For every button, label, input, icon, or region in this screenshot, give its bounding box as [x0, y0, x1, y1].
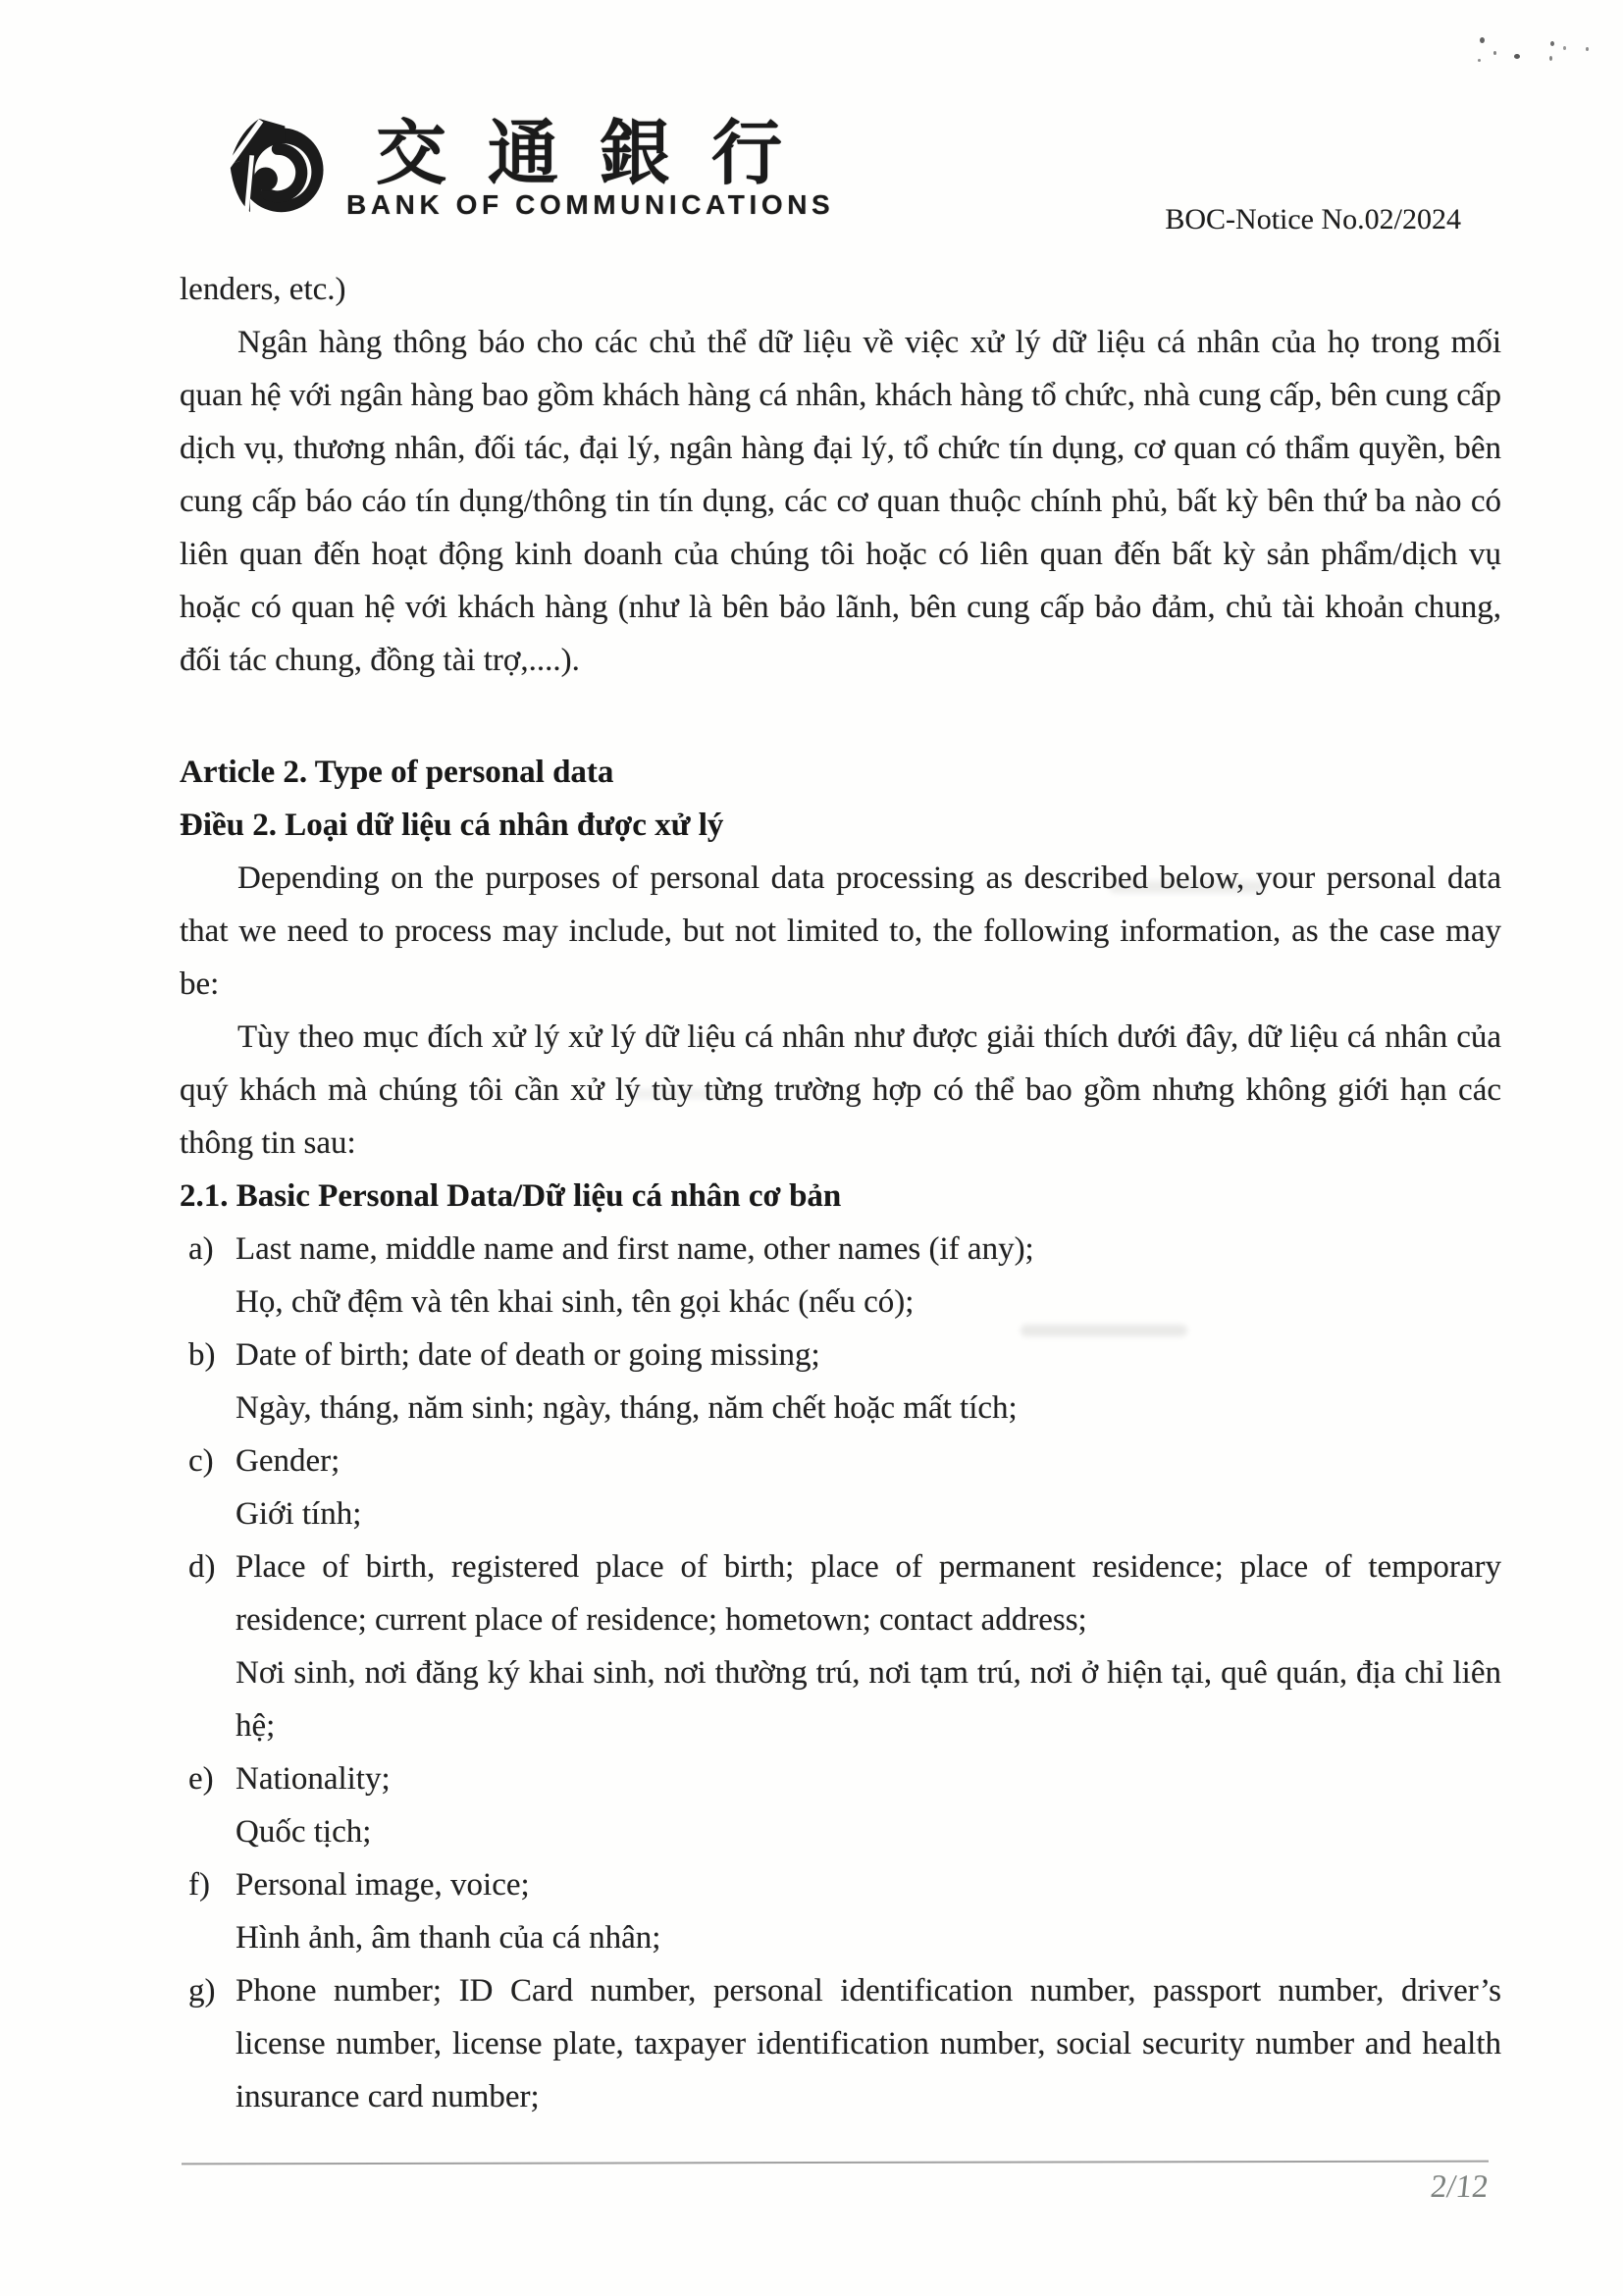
list-item-b — [180, 1329, 1501, 1435]
list-item-label: f) — [188, 1867, 210, 1903]
logo-english-name: BANK OF COMMUNICATIONS — [346, 189, 835, 220]
list-item-label: g) — [188, 1973, 216, 2009]
list-item-text-vi: Họ, chữ đệm và tên khai sinh, tên gọi khác (nếu có); — [236, 1284, 915, 1320]
section-2-1-heading: 2.1. Basic Personal Data/Dữ liệu cá nhân cơ bản — [180, 1178, 842, 1214]
list-item-text-vi: Quốc tịch; — [236, 1814, 372, 1850]
list-item-label: e) — [188, 1761, 214, 1797]
page-number: 2/12 — [1429, 2169, 1491, 2205]
list-item-text-vi: Ngày, tháng, năm sinh; ngày, tháng, năm chết hoặc mất tích; — [236, 1390, 1018, 1426]
list-item-text-en: Place of birth, registered place of birth; place of permanent residence; place of temporary residence; current place of residence; hometown; contact address; — [236, 1549, 1501, 1638]
list-item-text-en: Personal image, voice; — [236, 1867, 530, 1903]
list-item-e — [180, 1752, 1501, 1858]
bank-of-communications-logo-icon — [221, 118, 331, 216]
list-item-label: a) — [188, 1231, 214, 1267]
list-item-text-en: Nationality; — [236, 1761, 391, 1797]
list-item-label: b) — [188, 1337, 216, 1373]
list-item-text-en: Phone number; ID Card number, personal identification number, passport number, driver’s license number, license plate, taxpayer identification number, social security number and health insurance card number; — [236, 1973, 1501, 2114]
paragraph-depending-vi: Tùy theo mục đích xử lý xử lý dữ liệu cá nhân như được giải thích dưới đây, dữ liệu cá nhân của quý khách mà chúng tôi cần xử lý tùy từng trường hợp có thể bao gồm nhưng không giới hạn các thông tin sau: — [180, 1019, 1501, 1161]
paragraph-bank-notification-vi: Ngân hàng thông báo cho các chủ thể dữ liệu về việc xử lý dữ liệu cá nhân của họ trong mối quan hệ với ngân hàng bao gồm khách hàng cá nhân, khách hàng tổ chức, nhà cung cấp, bên cung cấp dịch vụ, thương nhân, đối tác, đại lý, ngân hàng đại lý, tổ chức tín dụng, cơ quan có thẩm quyền, bên cung cấp báo cáo tín dụng/thông tin tín dụng, các cơ quan thuộc chính phủ, bất kỳ bên thứ ba nào có liên quan đến hoạt động kinh doanh của chúng tôi hoặc có liên quan đến bất kỳ sản phẩm/dịch vụ hoặc có quan hệ với khách hàng (như là bên bảo lãnh, bên cung cấp bảo đảm, chủ tài khoản chung, đối tác chung, đồng tài trợ,....). — [180, 325, 1501, 678]
logo-chinese-name: 交通銀行 — [376, 115, 824, 193]
personal-data-list — [180, 1223, 1501, 2123]
paragraph-depending-en: Depending on the purposes of personal data processing as described below, your personal data that we need to process may include, but not limited to, the following information, as the case may be: — [180, 861, 1501, 1002]
list-item-text-en: Date of birth; date of death or going missing; — [236, 1337, 820, 1373]
paragraph-lead-fragment: lenders, etc.) — [180, 272, 346, 307]
bank-header-logo — [221, 115, 835, 220]
article-2-heading-vi: Điều 2. Loại dữ liệu cá nhân được xử lý — [180, 808, 724, 843]
list-item-a — [180, 1223, 1501, 1329]
notice-number: BOC-Notice No.02/2024 — [1165, 203, 1461, 235]
list-item-label: c) — [188, 1443, 214, 1479]
list-item-d — [180, 1540, 1501, 1752]
article-2-heading-en: Article 2. Type of personal data — [180, 755, 614, 790]
document-body — [180, 263, 1501, 2123]
footer-rule — [182, 2161, 1489, 2166]
list-item-g — [180, 1964, 1501, 2123]
list-item-c — [180, 1435, 1501, 1540]
list-item-text-vi: Giới tính; — [236, 1496, 362, 1532]
list-item-label: d) — [188, 1549, 216, 1585]
list-item-text-vi: Nơi sinh, nơi đăng ký khai sinh, nơi thường trú, nơi tạm trú, nơi ở hiện tại, quê quán, địa chỉ liên hệ; — [236, 1655, 1501, 1744]
list-item-text-en: Gender; — [236, 1443, 340, 1479]
list-item-text-vi: Hình ảnh, âm thanh của cá nhân; — [236, 1920, 661, 1956]
list-item-f — [180, 1858, 1501, 1964]
list-item-text-en: Last name, middle name and first name, other names (if any); — [236, 1231, 1034, 1267]
